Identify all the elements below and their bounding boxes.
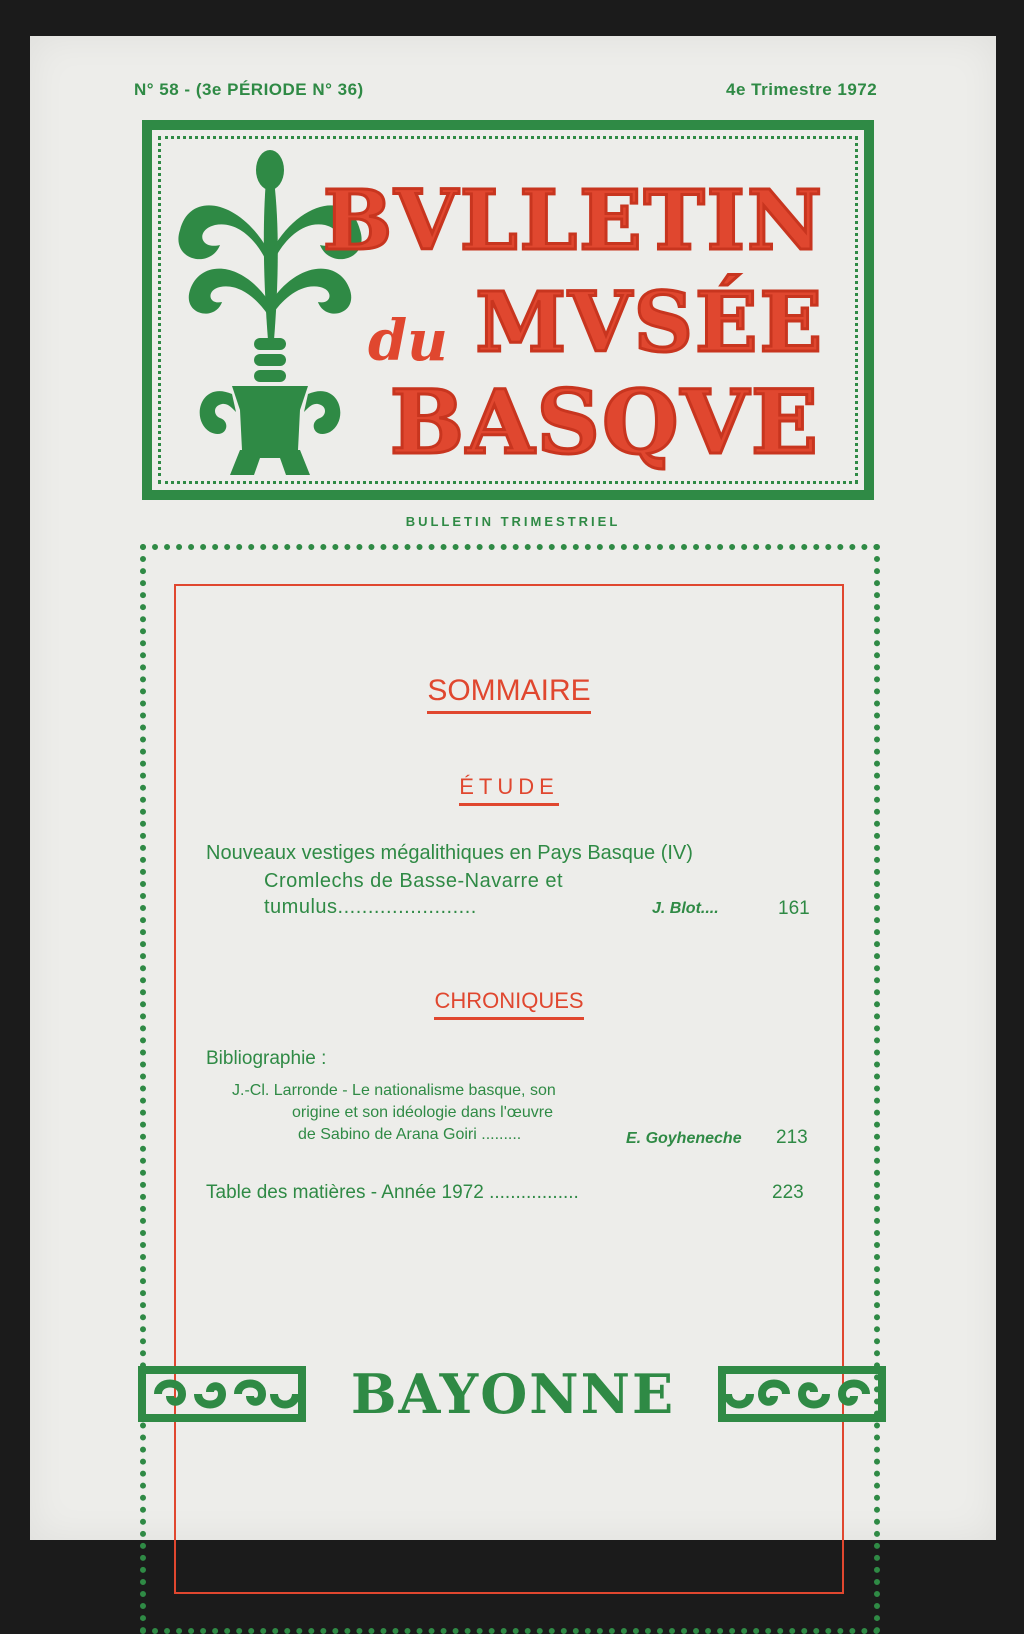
masthead-title-musee: MVSÉE: [475, 275, 824, 371]
scroll-ornament-right-icon: [718, 1366, 886, 1422]
entry3-label: Table des matières - Année 1972 .................: [206, 1182, 579, 1203]
entry3-page: 223: [772, 1182, 804, 1203]
issue-period: 4e Trimestre 1972: [726, 80, 878, 99]
masthead-title-bulletin: BVLLETIN: [322, 173, 824, 269]
cover-page: [30, 36, 996, 1540]
issue-number: N° 58 - (3e PÉRIODE N° 36): [134, 80, 364, 99]
entry1-title: Nouveaux vestiges mégalithiques en Pays Basque (IV): [206, 842, 693, 864]
entry1-line3: tumulus.......................: [264, 896, 477, 918]
masthead-title-basque: BASQVE: [389, 370, 820, 474]
entry2-heading: Bibliographie :: [206, 1048, 327, 1069]
entry2-line2: origine et son idéologie dans l'œuvre: [292, 1104, 553, 1121]
etude-heading: ÉTUDE: [174, 774, 844, 800]
masthead-du: du: [368, 308, 448, 374]
entry2-author: E. Goyheneche: [626, 1130, 742, 1147]
city-name: BAYONNE: [350, 1362, 676, 1426]
entry1-page: 161: [778, 898, 810, 919]
sommaire-heading: SOMMAIRE: [174, 674, 844, 708]
subtitle: BULLETIN TRIMESTRIEL: [405, 514, 621, 529]
chroniques-heading: CHRONIQUES: [174, 988, 844, 1014]
entry2-line3: de Sabino de Arana Goiri .........: [298, 1126, 522, 1143]
entry1-author: J. Blot....: [652, 900, 719, 917]
masthead: [142, 120, 874, 500]
entry1-subtitle: Cromlechs de Basse-Navarre et: [264, 870, 564, 892]
entry2-line1: J.-Cl. Larronde - Le nationalisme basque, son: [232, 1082, 556, 1099]
entry2-page: 213: [776, 1127, 808, 1148]
